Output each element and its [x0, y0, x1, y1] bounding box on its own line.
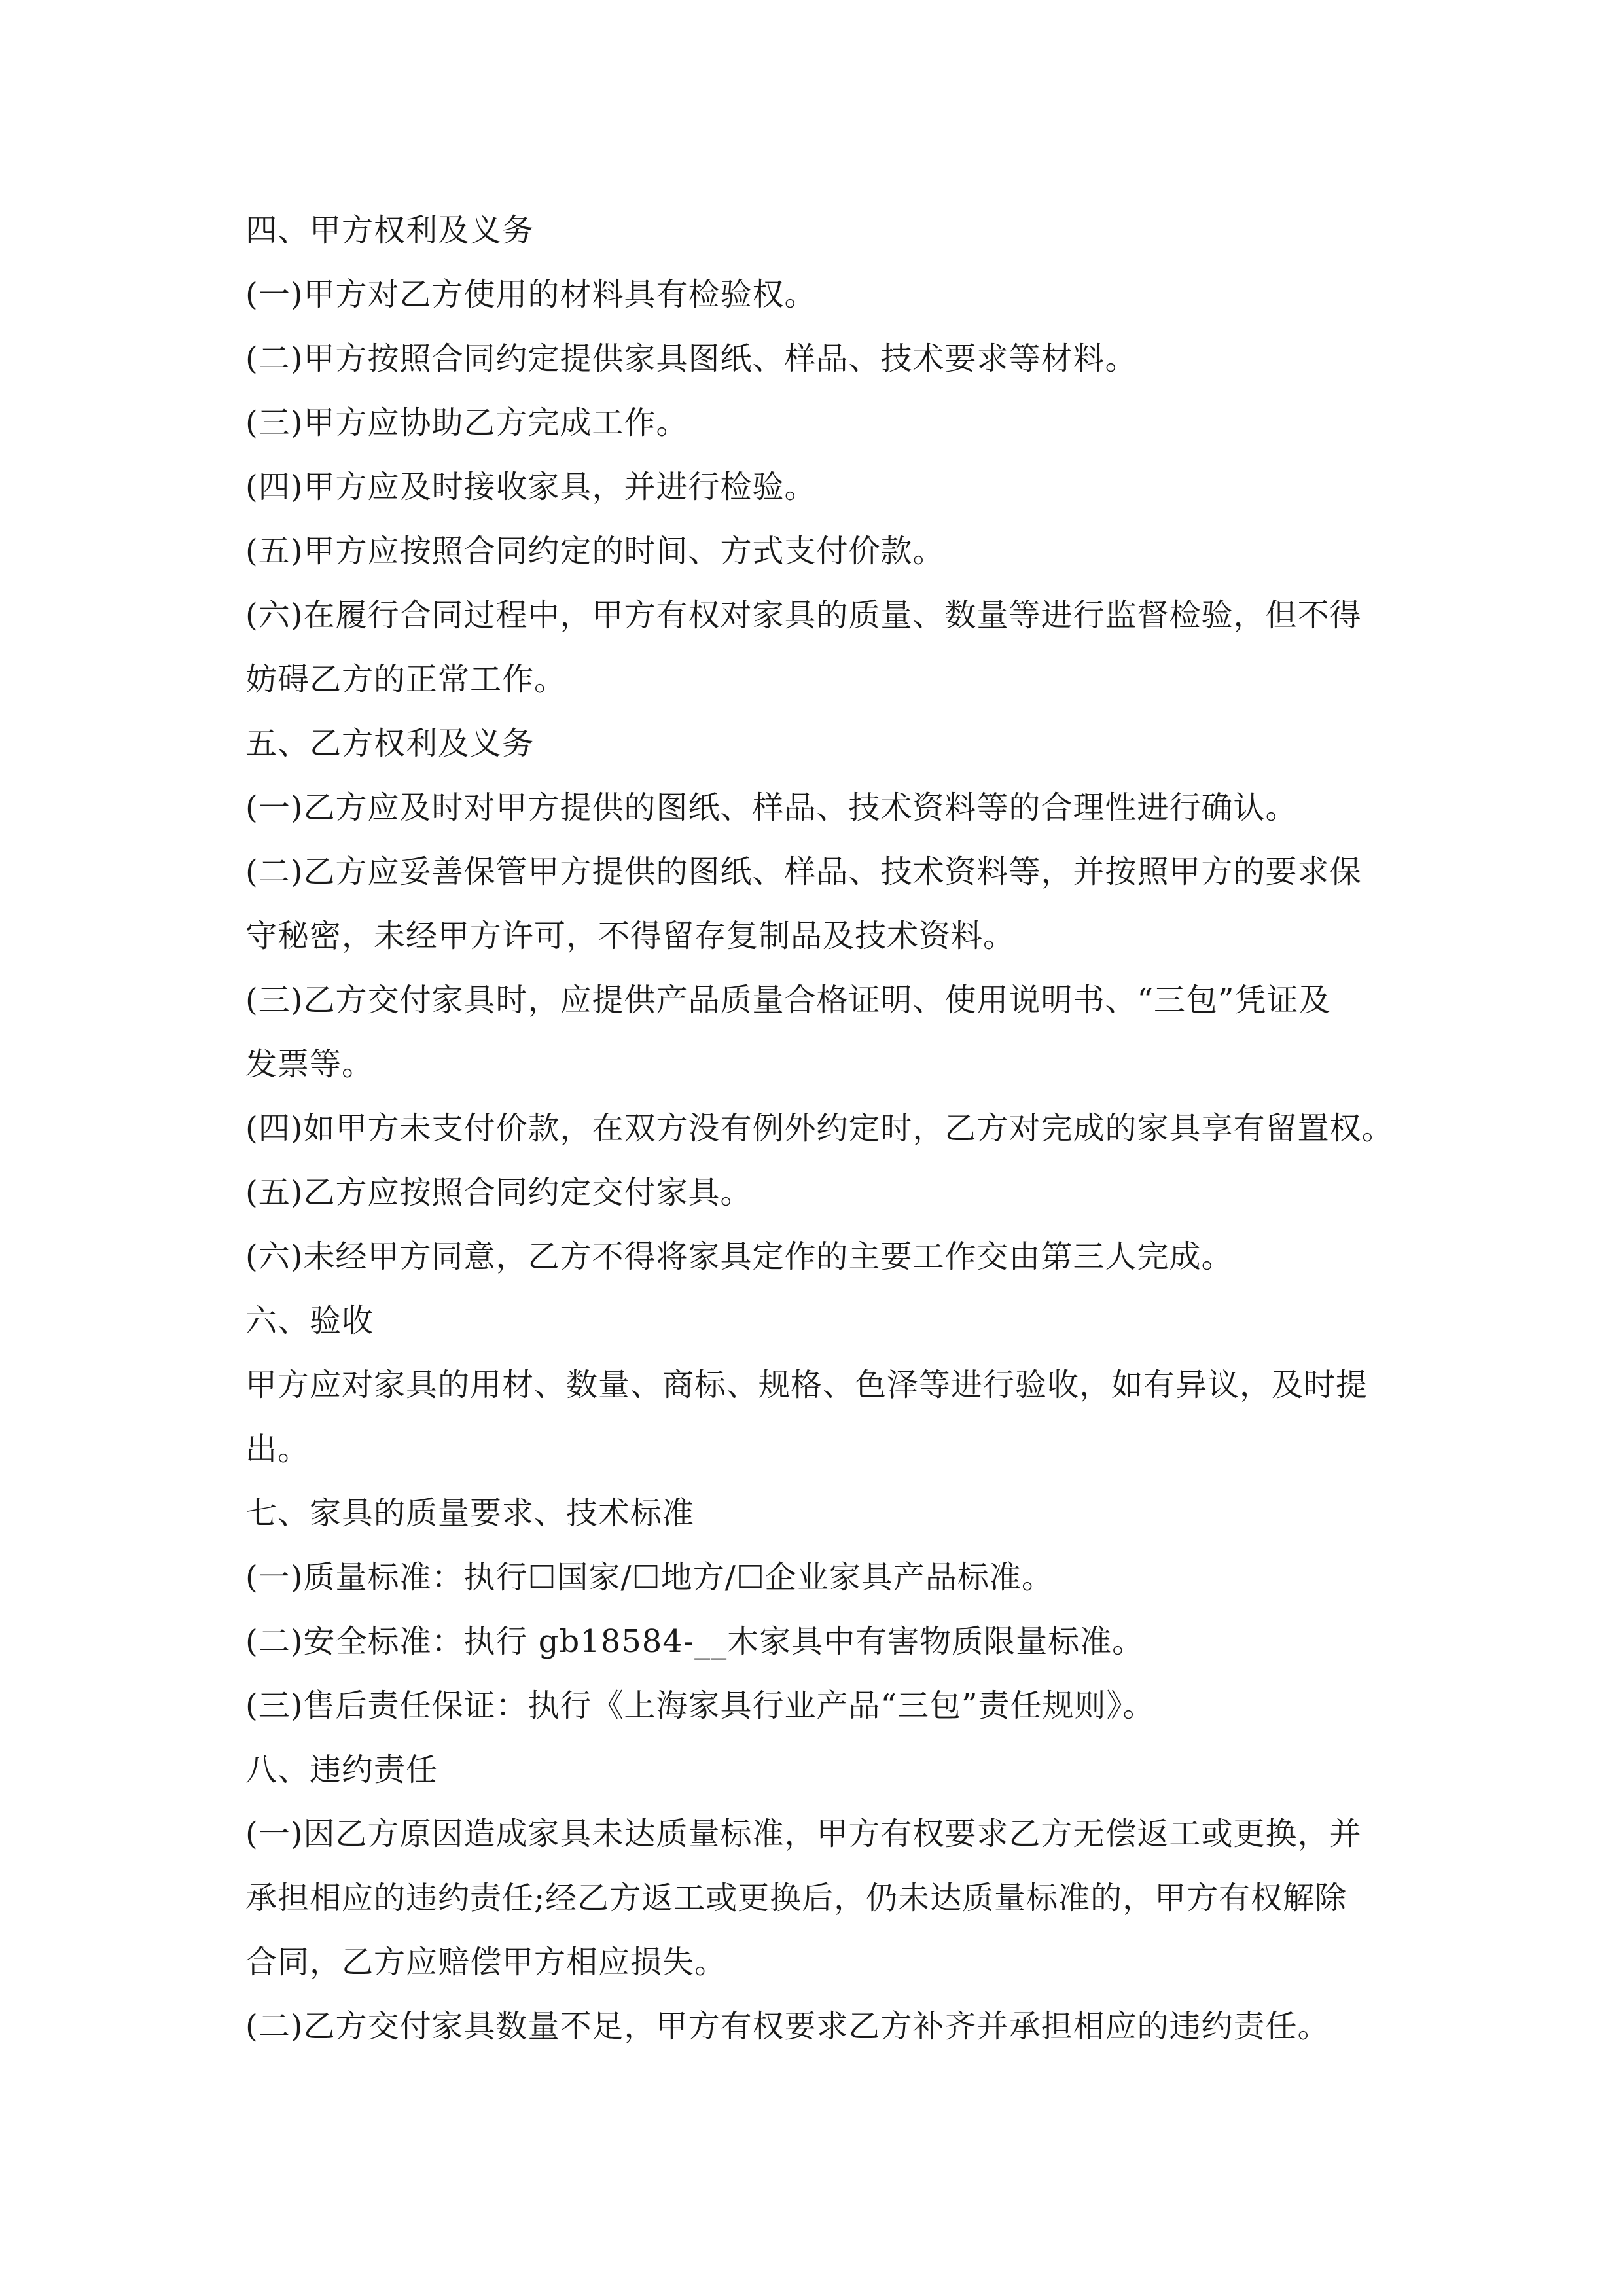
contract-text: [245, 198, 1394, 2058]
clause-line: (二)乙方交付家具数量不足，甲方有权要求乙方补齐并承担相应的违约责任。: [245, 2008, 1330, 2045]
clause-line: (二)安全标准：执行 gb18584-__木家具中有害物质限量标准。: [245, 1623, 1145, 1660]
clause-line: (六)在履行合同过程中，甲方有权对家具的质量、数量等进行监督检验，但不得: [245, 597, 1362, 634]
clause-line: (一)乙方应及时对甲方提供的图纸、样品、技术资料等的合理性进行确认。: [245, 789, 1298, 826]
section-heading-breach-liability: 八、违约责任: [245, 1751, 438, 1788]
clause-line: 出。: [245, 1431, 310, 1467]
clause-line: (三)甲方应协助乙方完成工作。: [245, 404, 688, 441]
clause-line: (三)售后责任保证：执行《上海家具行业产品“三包”责任规则》。: [245, 1687, 1155, 1724]
clause-line: (四)如甲方未支付价款，在双方没有例外约定时，乙方对完成的家具享有留置权。: [245, 1110, 1394, 1147]
clause-line: (一)质量标准：执行☐国家/☐地方/☐企业家具产品标准。: [245, 1559, 1054, 1596]
clause-line: (六)未经甲方同意，乙方不得将家具定作的主要工作交由第三人完成。: [245, 1238, 1234, 1275]
clause-line: 甲方应对家具的用材、数量、商标、规格、色泽等进行验收，如有异议，及时提: [245, 1367, 1368, 1403]
clause-line: (五)乙方应按照合同约定交付家具。: [245, 1174, 753, 1211]
clause-line: (五)甲方应按照合同约定的时间、方式支付价款。: [245, 533, 945, 569]
clause-line: (一)因乙方原因造成家具未达质量标准，甲方有权要求乙方无偿返工或更换，并: [245, 1816, 1362, 1852]
clause-line: 妨碍乙方的正常工作。: [245, 661, 567, 698]
section-heading-quality-standards: 七、家具的质量要求、技术标准: [245, 1495, 695, 1532]
clause-line: 合同，乙方应赔偿甲方相应损失。: [245, 1944, 727, 1981]
section-heading-acceptance: 六、验收: [245, 1302, 374, 1339]
clause-line: (四)甲方应及时接收家具，并进行检验。: [245, 469, 817, 505]
clause-line: (二)乙方应妥善保管甲方提供的图纸、样品、技术资料等，并按照甲方的要求保: [245, 853, 1362, 890]
clause-line: 发票等。: [245, 1046, 374, 1083]
section-heading-party-a-rights: 四、甲方权利及义务: [245, 212, 535, 249]
clause-line: (二)甲方按照合同约定提供家具图纸、样品、技术要求等材料。: [245, 340, 1137, 377]
clause-line: 承担相应的违约责任;经乙方返工或更换后，仍未达质量标准的，甲方有权解除: [245, 1880, 1347, 1916]
section-heading-party-b-rights: 五、乙方权利及义务: [245, 725, 535, 762]
clause-line: 守秘密，未经甲方许可，不得留存复制品及技术资料。: [245, 918, 1016, 954]
clause-line: (一)甲方对乙方使用的材料具有检验权。: [245, 276, 817, 313]
clause-line: (三)乙方交付家具时，应提供产品质量合格证明、使用说明书、“三包”凭证及: [245, 982, 1331, 1018]
